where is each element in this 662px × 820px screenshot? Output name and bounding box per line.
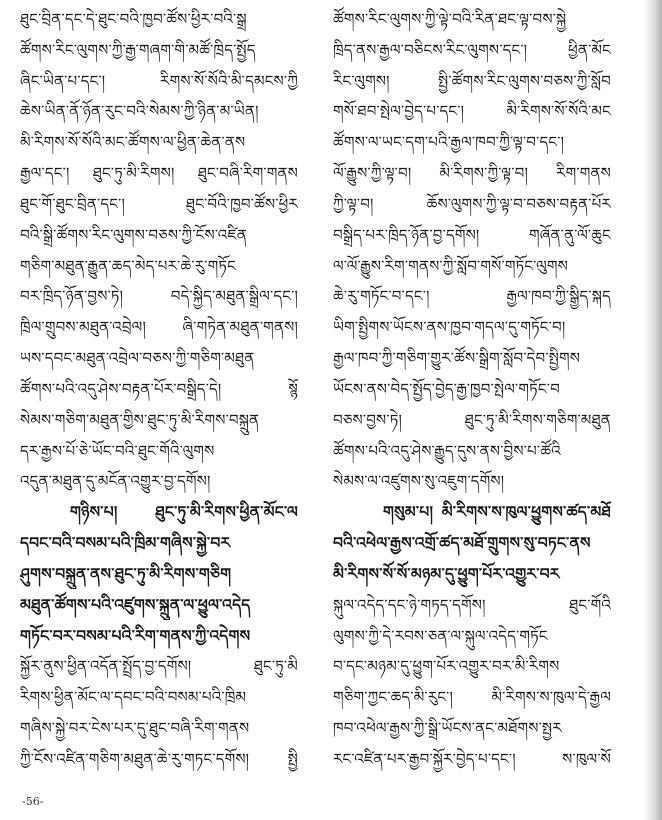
section-heading-line: མི་རིགས་སོ་སོ་མཉམ་དུ་ཕྱུག་པོར་འགྱུར་བར [333,564,560,583]
text-line: ལ་ལོ་རྒྱུས་རིག་གནས་ཀྱི་སློབ་གསོ་གཏོང་ལུགས [333,256,568,275]
section-heading-line: གསུམ་པ། མི་རིགས་ས་ཁུལ་ཕྱུགས་ཚད་མཐོ [383,503,611,522]
page-edge-shadow [644,0,662,820]
text-line: ཚོགས་རིང་ལུགས་ཀྱི་རྒྱ་གཞག་གི་མཚོ་ཁྲིད་སྤྱོད [20,40,256,59]
text-line: ཐུང་གོ་ཐུང་བྲིན་དང་། ཐུང་བོའི་ཁྱབ་ཚོས་ཕྱིར [20,194,298,213]
text-line: ཀྱི་ལྟ་བ། ཆོས་ལུགས་ཀྱི་ལྟ་བ་བཅས་བརྟན་པོར [333,194,611,213]
text-line: གཅིག་ཀྱང་ཆད་མི་རུང་། མི་རིགས་ས་ཁུལ་དེ་རྒྱལ [333,688,611,707]
right-text-column [333,4,611,774]
text-line: ཆེས་ཡིན་ནོ་ཉོན་རུང་བའི་སེམས་ཀྱི་ཉིན་མ་ཡིན། [20,102,259,121]
text-line: གསོ་ཐབ་སྤེལ་བྱེད་པ་དང་། མི་རིགས་སོ་སོའི་མང [333,102,611,121]
section-heading-line: བའི་འཕེལ་རྒྱས་འགྲོ་ཚད་མཐོ་གྲུགས་སུ་བཏང་ནས [333,534,591,553]
text-line: རྒྱལ་དང་། ཐུང་ཏུ་མི་རིགས། ཐུང་བཞི་རིག་གནས [20,164,298,183]
text-line: མི་རིགས་སོ་སོའི་མང་ཚོགས་ལ་ཕྱིན་ཆེན་ནས [20,133,246,152]
text-line: ཁྲིལ་གྲུབས་མཐུན་འབྲེལ། ཞི་གཏེན་མཐུན་གནས། [20,318,298,337]
text-line: བར་ཁྲིད་ཉོན་བྱས་ཏེ། བདེ་སྐྱིད་མཐུན་སྒྲིལ་དང་། [20,287,298,306]
text-line: ཀྱི་ངོས་འཛིན་གཅིག་མཐུན་ཆེ་རུ་གཏང་དགོས། སྤྱི [20,749,298,768]
text-line: དར་རྒྱས་པོ་ཅེ་ཡོང་བའི་ཐུང་གོའི་ལུགས [20,441,215,460]
text-line: རྒྱལ་ཁབ་ཀྱི་གཅིག་གྱུར་ཚོས་སྒྲིག་སློབ་དེབ་སྤྱིགས [333,349,581,368]
section-heading-line: མཐུན་ཚོགས་པའི་འཛུགས་སྐྲུན་ལ་ཕྱུལ་འདེད [20,595,251,614]
text-line: ཁྲིད་ནས་རྒྱལ་བཅིངས་རིང་ལུགས་དང་། ཕྱིན་མོང [333,40,611,59]
text-line: ཁབ་འཕེལ་རྒྱས་ཀྱི་སྒྲི་ཡོངས་ནང་མཐོགས་སྤྱར [333,719,562,738]
text-line: ཡས་དབང་མཐུན་འབྲེལ་བཅས་ཀྱི་གཅིག་མཐུན [20,349,255,368]
text-line: སྐུལ་འདེད་དང་ཉེ་གཏད་དགོས། ཐུང་གོའི [333,595,611,614]
text-line: ལུགས་ཀྱི་དེ་རབས་ཅན་ལ་སྐུལ་འདེད་གཏོང [333,626,548,645]
text-line: ཐུང་བྲིན་དང་དེ་ཐུང་བའི་ཁྱབ་ཚོས་ཕྱིར་བའི་སྒྲ [20,10,247,28]
text-line: ཚོགས་པའི་འདུ་ཤེས་རྒྱུད་དུས་ནས་བྱིས་པ་ཚོའི [333,441,561,460]
left-text-column [20,4,298,774]
section-heading-line: གཉིས་པ། ཐུང་ཏུ་མི་རིགས་ཕྱིན་མོང་ལ [70,503,298,522]
text-line: བ་དང་མཉམ་དུ་ཕྱུག་པོར་འགྱུར་བར་མི་རིགས [333,657,560,676]
text-line: ཚོགས་ལ་ཡང་དག་པའི་རྒྱལ་ཁབ་ཀྱི་ལྟ་བ་དང་། [333,133,565,152]
text-line: སེམས་གཅིག་མཐུན་གྱིས་ཐུང་ཏུ་མི་རིགས་བསྐྲུན [20,410,260,429]
text-line: གཅིག་མཐུན་རྒྱུན་ཆད་མེད་པར་ཆེ་རུ་གཏོང [20,256,236,275]
text-line: གཞིས་སྐྱེ་བར་ངེས་པར་དུ་ཐུང་བཞི་རིག་གནས [20,719,250,738]
text-line: རིང་ལུགས། སྤྱི་ཚོགས་རིང་ལུགས་བཅས་ཀྱི་སློབ [333,71,611,90]
text-line: ཚོགས་རིང་ལུགས་ཀྱི་ལྟེ་བའི་རིན་ཐང་ལྟ་བས་སྐྱེ [333,10,567,28]
text-line: ཆེ་རུ་གཏོང་བ་དང་། རྒྱལ་ཁབ་ཀྱི་སྒྱིད་སྐད [333,287,611,306]
text-line: རང་འཛིན་པར་རྒྱབ་སྐྱོར་བྱེད་པ་དང་། ས་ཁུལ་སོ [333,749,611,768]
text-line: འདུན་མཐུན་དུ་མངོན་འགྱུར་བྱ་དགོས། [20,472,211,491]
text-line: བསྒྲིད་པར་ཁྲིད་ཉོན་བྱ་དགོས། གཞོན་ནུ་ལོ་ཆུང [333,225,611,244]
page-number: -56- [22,795,44,808]
section-heading-line: དབང་བའི་བསམ་པའི་ཁྲིམ་གཞིས་སྐྱེ་བར [20,534,231,553]
section-heading-line: གཏོང་བར་བསམ་པའི་རིག་གནས་ཀྱི་འདེགས [20,626,251,645]
section-heading-line: ཤུགས་བསྐྲུན་ནས་ཐུང་ཏུ་མི་རིགས་གཅིག [20,564,232,583]
text-line: སྐྱོར་ནུས་ཕྱིན་འདོན་སྤྲོད་བྱ་དགོས། ཐུང་ཏུ་མི [20,657,298,676]
text-line: ཡོངས་ནས་བེད་སྤྱོད་བྱེད་རྒྱ་ཁྱབ་སྤེལ་གཏོང་བ [333,379,560,398]
text-line: ཡིག་སྤྱིགས་ཡོངས་ནས་ཁྱབ་གདལ་དུ་གཏོང་བ། [333,318,566,337]
text-line: ལོ་རྒྱུས་ཀྱི་ལྟ་བ། མི་རིགས་ཀྱི་ལྟ་བ། རིག་གནས [333,164,611,183]
text-line: སེམས་ལ་འཛུགས་སུ་འཇུག་དགོས། [333,472,505,491]
text-line: རིགས་ཕྱིན་མོང་ལ་དབང་བའི་བསམ་པའི་ཁྲིམ [20,688,247,707]
text-line: བཅས་བྱས་ཏེ། ཐུང་ཏུ་མི་རིགས་གཅིག་མཐུན [333,410,611,429]
text-line: ཚོགས་པའི་འདུ་ཤེས་བརྟན་པོར་བསྒྲིད་དེ། སྙོ [20,379,298,398]
text-line: ཞིང་ཡིན་པ་དང་། རིགས་སོ་སོའི་མི་དམངས་ཀྱི [20,71,298,90]
text-line: བའི་སྒྲི་ཚོགས་རིང་ལུགས་བཅས་ཀྱི་ངོས་འཛིན [20,225,247,244]
